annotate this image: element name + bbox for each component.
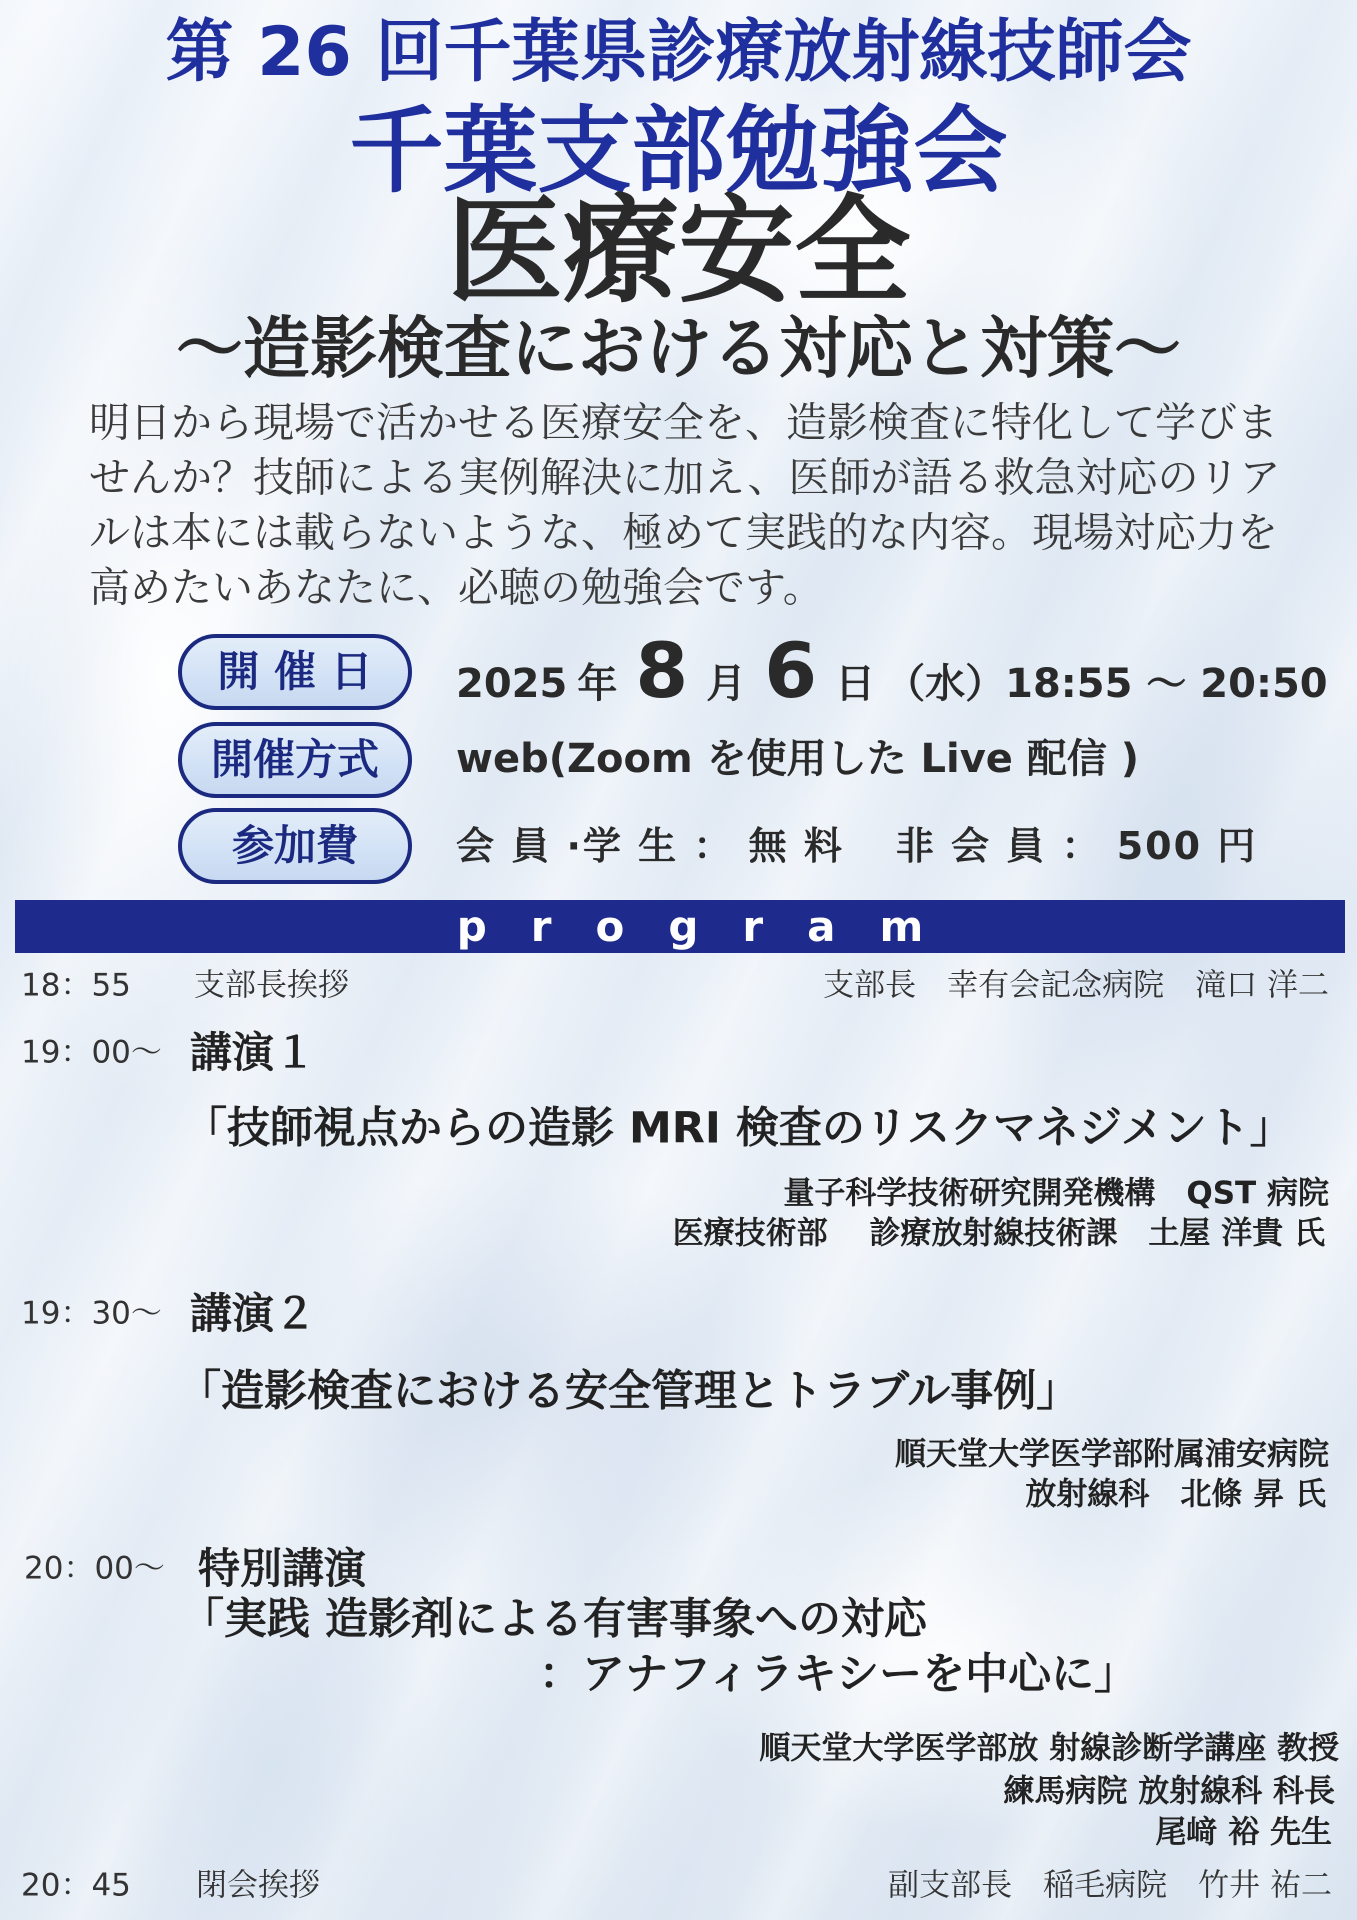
date-year: 2025 [456,661,568,707]
program-time: 18：55 [21,967,131,1004]
format-label-pill [178,722,412,798]
lecture-affiliation: 順天堂大学医学部放 射線診断学講座 教授 [759,1730,1339,1767]
lecture-title: 「技師視点からの造影 MRI 検査のリスクマネジメント」 [184,1103,1293,1154]
lecture-label: 講演１ [190,1028,317,1077]
intro-line: 高めたいあなたに、必聴の勉強会です。 [89,563,824,612]
lecture-affiliation: 順天堂大学医学部附属浦安病院 [895,1436,1329,1473]
date-weekday: （水） [885,661,1006,707]
program-heading: program [456,901,968,951]
lecture-label: 特別講演 [198,1544,367,1593]
program-time: 19：30～ [21,1295,162,1332]
lecture-affiliation: 量子科学技術研究開発機構 QST 病院 [783,1175,1329,1212]
date-month-unit: 月 [706,661,747,707]
fee-nonmember: 非 会 員 ： 500 円 [895,824,1258,868]
lecture-title: 「実践 造影剤による有害事象への対応 [181,1594,927,1645]
date-label: 開 催 日 [217,647,373,696]
intro-line: ルは本には載らないような、極めて実践的な内容。現場対応力を [89,508,1278,557]
fee-label: 参加費 [231,821,358,870]
program-time: 20：00～ [24,1550,165,1587]
program-speaker: 副支部長 稲毛病院 竹井 祐二 [888,1867,1332,1904]
lecture-title: 「造影検査における安全管理とトラブル事例」 [178,1366,1080,1417]
program-title: 支部長挨拶 [194,967,349,1004]
format-label: 開催方式 [210,735,379,784]
date-day-unit: 日 [835,661,876,707]
date-label-pill [178,634,412,710]
program-time: 19：00～ [21,1034,162,1071]
lecture-speaker: 尾﨑 裕 先生 [1155,1814,1332,1851]
lecture-affiliation: 医療技術部 診療放射線技術課 土屋 洋貴 氏 [672,1215,1325,1252]
intro-line: 明日から現場で活かせる医療安全を、造影検査に特化して学びま [89,398,1278,447]
event-date [456,626,1328,715]
lecture-affiliation: 練馬病院 放射線科 科長 [1003,1773,1335,1810]
branch-title: 千葉支部勉強会 [349,97,1008,206]
program-header-bar [15,900,1345,953]
format-value: web(Zoom を使用した Live 配信 ) [456,736,1140,782]
lecture-label: 講演２ [190,1289,317,1338]
program-time: 20：45 [21,1867,131,1904]
date-year-unit: 年 [577,661,618,707]
date-time: 18:55 ～ 20:50 [1005,661,1328,707]
fee-value [456,824,1258,868]
lecture-title: ：アナフィラキシーを中心に」 [539,1649,1138,1700]
main-title: 医療安全 [446,184,911,319]
program-title: 閉会挨拶 [196,1867,320,1904]
subtitle: ～造影検査における対応と対策～ [176,309,1181,388]
fee-label-pill [178,808,412,884]
program-speaker: 支部長 幸有会記念病院 滝口 洋二 [823,967,1329,1004]
date-month: 8 [635,626,689,715]
date-day: 6 [764,626,818,715]
intro-line: せんか？技師による実例解決に加え、医師が語る救急対応のリア [89,453,1281,502]
lecture-affiliation: 放射線科 北條 昇 氏 [1025,1476,1326,1513]
organization-title: 第 26 回千葉県診療放射線技師会 [165,13,1192,92]
fee-member: 会 員 ·学 生 ： 無 料 [456,824,844,868]
